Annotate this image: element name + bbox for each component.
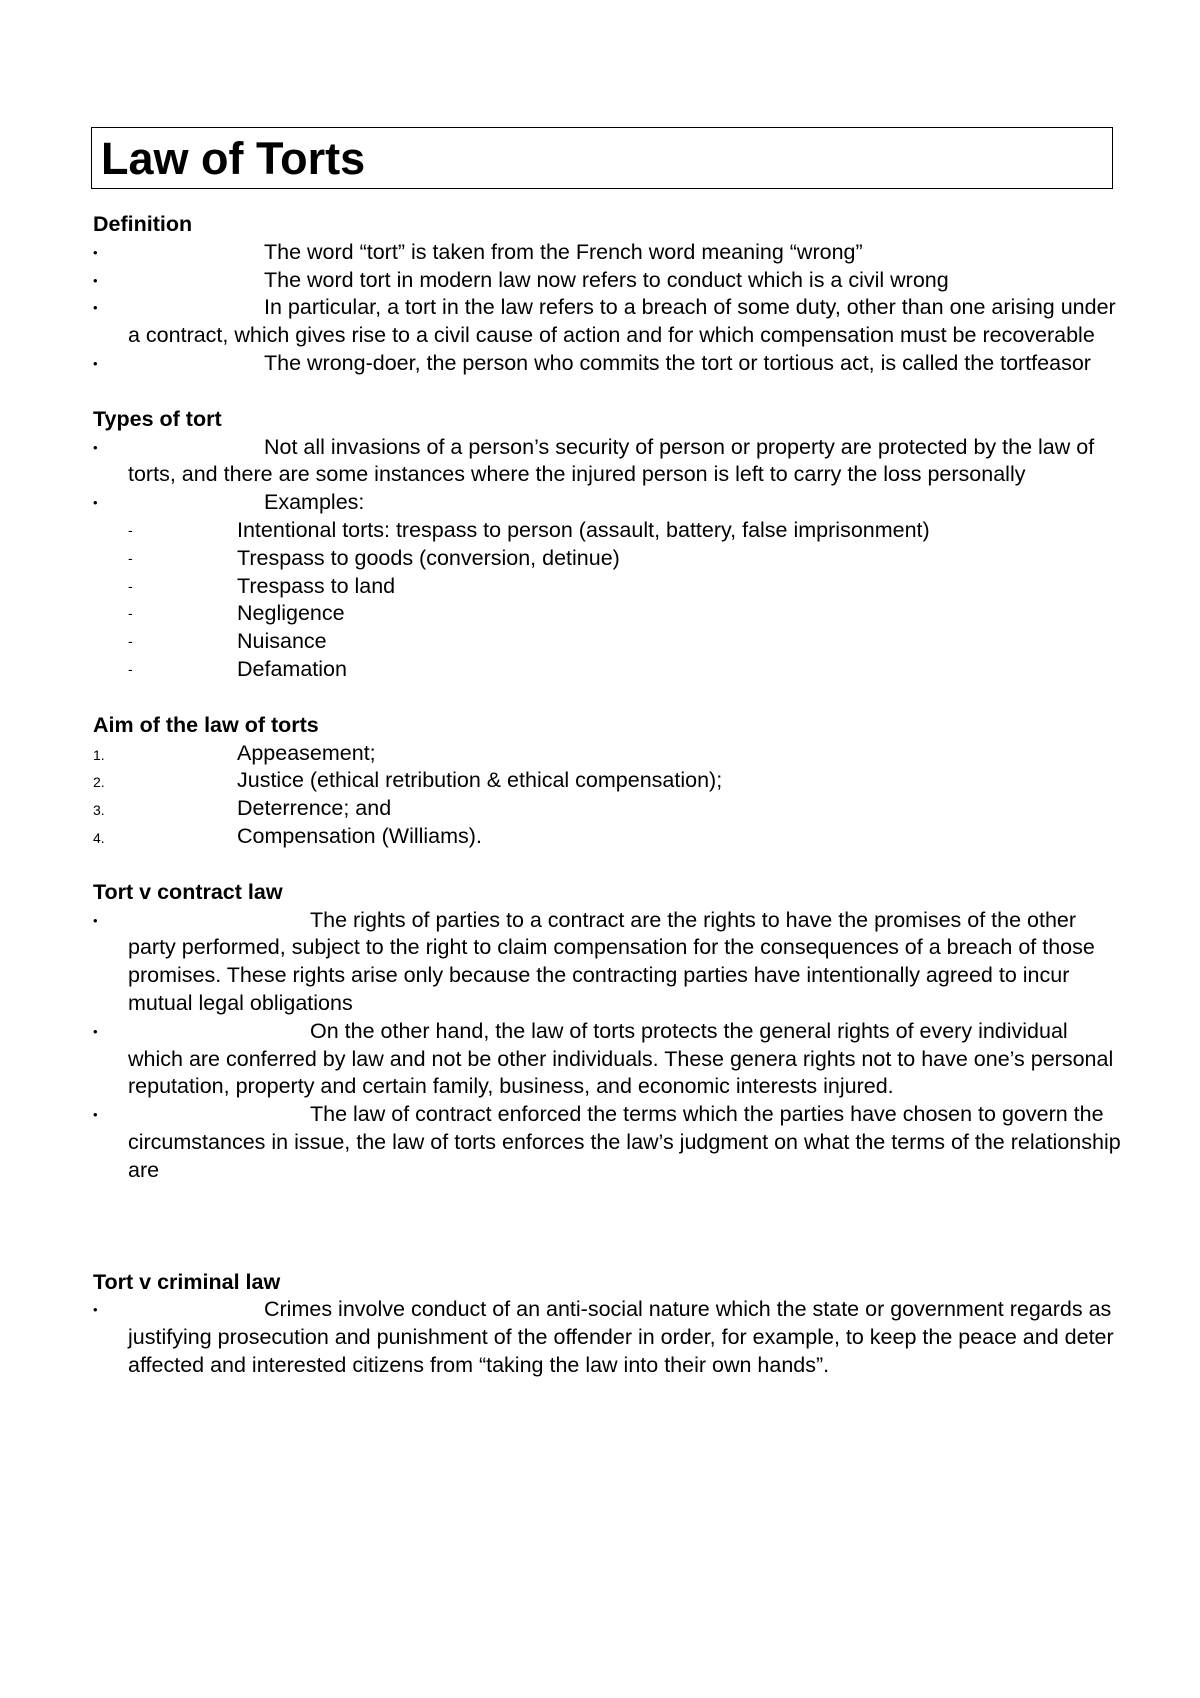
- bullet-marker: •: [93, 300, 98, 316]
- dash-marker: -: [128, 633, 133, 650]
- section-heading: Types of tort: [93, 406, 222, 431]
- list-item-text: The word “tort” is taken from the French word meaning “wrong”: [264, 239, 863, 264]
- section-types-of-tort: [93, 406, 1123, 684]
- list-item: [93, 1296, 1123, 1379]
- list-item: [93, 489, 1123, 517]
- numbered-item: [93, 795, 1123, 823]
- section-heading: Tort v criminal law: [93, 1269, 281, 1294]
- example-text: Defamation: [237, 656, 347, 681]
- list-item: [93, 434, 1123, 490]
- numbered-list: [93, 740, 1123, 851]
- bullet-marker: •: [93, 1107, 98, 1123]
- list-item: [93, 350, 1123, 378]
- numbered-item: [93, 740, 1123, 768]
- bullet-list: [93, 907, 1123, 1185]
- numbered-item-text: Appeasement;: [237, 740, 376, 765]
- document-title: Law of Torts: [101, 133, 366, 184]
- example-text: Nuisance: [237, 629, 327, 654]
- dash-marker: -: [128, 549, 133, 566]
- dash-marker: -: [128, 660, 133, 677]
- bullet-marker: •: [93, 1023, 98, 1039]
- list-item: [93, 294, 1123, 350]
- list-item-text: On the other hand, the law of torts protects the general rights of every individual which are conferred by law and not be other individuals. These genera rights not to have one’s personal reputation, property and certain family, business, and economic interests injured.: [128, 1018, 1114, 1099]
- dash-marker: -: [128, 577, 133, 594]
- example-item: [93, 600, 1123, 628]
- dash-marker: -: [128, 521, 133, 538]
- list-item: [93, 267, 1123, 295]
- example-item: [93, 656, 1123, 684]
- list-item-text: Crimes involve conduct of an anti-social nature which the state or government regards as justifying prosecution and punishment of the offender in order, for example, to keep the peace and deter affected and interested citizens from “taking the law into their own hands”.: [128, 1297, 1114, 1377]
- list-item: [93, 239, 1123, 267]
- bullet-marker: •: [93, 1302, 98, 1318]
- example-text: Intentional torts: trespass to person (assault, battery, false imprisonment): [237, 517, 930, 542]
- list-item: [93, 1101, 1123, 1184]
- example-item: [93, 545, 1123, 573]
- bullet-marker: •: [93, 495, 98, 511]
- number-marker: 1.: [93, 746, 105, 763]
- section-heading: Definition: [93, 212, 193, 236]
- numbered-item-text: Justice (ethical retribution & ethical compensation);: [237, 768, 723, 793]
- number-marker: 3.: [93, 802, 105, 819]
- list-item-text: In particular, a tort in the law refers to a breach of some duty, other than one arising under a contract, which gives rise to a civil cause of action and for which compensation must be recoverable: [128, 295, 1116, 348]
- list-item-text: Not all invasions of a person’s security of person or property are protected by the law of torts, and there are some instances where the injured person is left to carry the loss personally: [128, 434, 1095, 487]
- section-definition: [93, 211, 1123, 378]
- list-item-text: The rights of parties to a contract are the rights to have the promises of the other party performed, subject to the right to claim compensation for the consequences of a breach of those promises. These rights arise only because the contracting parties have intentionally agreed to incur mutual legal obligations: [128, 907, 1095, 1015]
- numbered-item: [93, 823, 1123, 851]
- dash-marker: -: [128, 605, 133, 622]
- bullet-marker: •: [93, 244, 98, 260]
- bullet-marker: •: [93, 355, 98, 371]
- numbered-item-text: Compensation (Williams).: [237, 823, 482, 848]
- document-body: [93, 211, 1123, 1380]
- numbered-item-text: Deterrence; and: [237, 796, 392, 821]
- example-text: Trespass to goods (conversion, detinue): [237, 545, 620, 570]
- bullet-list: [93, 1296, 1123, 1379]
- number-marker: 4.: [93, 829, 105, 846]
- number-marker: 2.: [93, 774, 105, 791]
- numbered-item: [93, 767, 1123, 795]
- list-item: [93, 907, 1123, 1018]
- example-text: Trespass to land: [237, 573, 396, 598]
- example-item: [93, 573, 1123, 601]
- bullet-list: [93, 239, 1123, 378]
- section-heading: Aim of the law of torts: [93, 712, 319, 737]
- list-item-text: The word tort in modern law now refers to conduct which is a civil wrong: [264, 267, 949, 292]
- list-item-text: The wrong-doer, the person who commits the tort or tortious act, is called the tortfeasor: [264, 350, 1091, 375]
- section-heading: Tort v contract law: [93, 879, 283, 904]
- bullet-marker: •: [93, 272, 98, 288]
- examples-list: [93, 517, 1123, 684]
- bullet-marker: •: [93, 439, 98, 455]
- section-tort-v-contract: [93, 879, 1123, 1185]
- list-item-text: Examples:: [264, 490, 365, 515]
- list-item: [93, 1018, 1123, 1101]
- bullet-marker: •: [93, 912, 98, 928]
- example-item: [93, 628, 1123, 656]
- section-aim: [93, 712, 1123, 851]
- example-text: Negligence: [237, 601, 345, 626]
- title-box: [91, 127, 1113, 189]
- section-tort-v-criminal: [93, 1269, 1123, 1380]
- bullet-list: [93, 434, 1123, 517]
- list-item-text: The law of contract enforced the terms which the parties have chosen to govern the circumstances in issue, the law of torts enforces the law’s judgment on what the terms of the relationship are: [128, 1102, 1121, 1182]
- example-item: [93, 517, 1123, 545]
